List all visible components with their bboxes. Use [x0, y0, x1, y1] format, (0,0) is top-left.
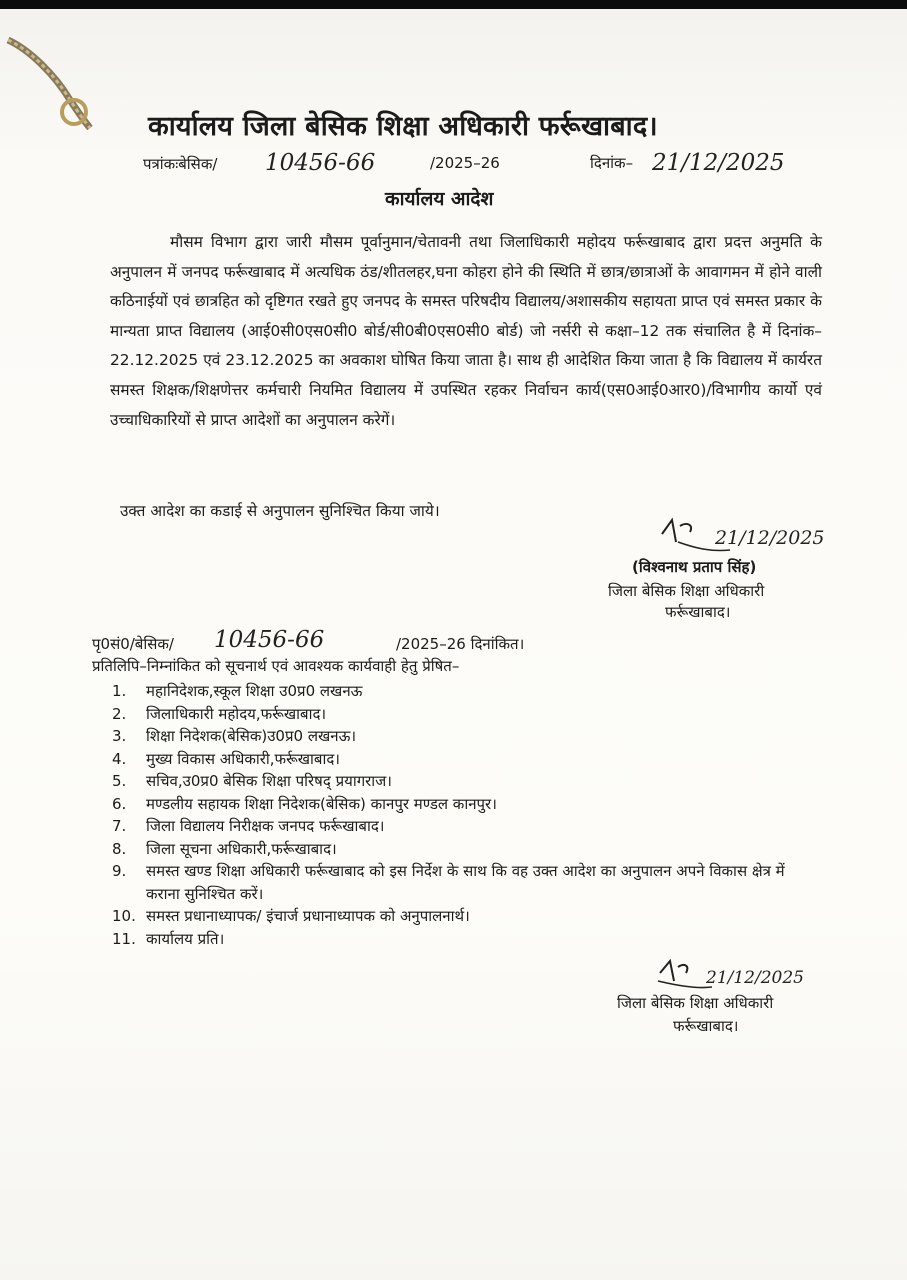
office-title: कार्यालय जिला बेसिक शिक्षा अधिकारी फर्रूखाबाद। — [148, 111, 658, 142]
list-item: 7. जिला विद्यालय निरीक्षक जनपद फर्रूखाबाद। — [112, 817, 385, 835]
signatory-place-1: फर्रूखाबाद। — [665, 603, 731, 621]
copy-year-dated: /2025–26 दिनांकित। — [396, 635, 525, 653]
list-item: 9. समस्त खण्ड शिक्षा अधिकारी फर्रूखाबाद को इस निर्देश के साथ कि वह उक्त आदेश का अनुपालन अपने विकास क्षेत्र में कराना सुनिश्चित करें। — [112, 862, 785, 903]
top-edge — [0, 0, 907, 9]
order-heading: कार्यालय आदेश — [385, 188, 494, 210]
date-handwritten: 21/12/2025 — [652, 150, 785, 176]
list-item: 4. मुख्य विकास अधिकारी,फर्रूखाबाद। — [112, 749, 340, 768]
list-item: 2. जिलाधिकारी महोदय,फर्रूखाबाद। — [112, 704, 327, 723]
list-item: 3. शिक्षा निदेशक(बेसिक)उ0प्र0 लखनऊ। — [112, 727, 357, 745]
list-item: 8. जिला सूचना अधिकारी,फर्रूखाबाद। — [112, 839, 337, 858]
signatory-designation-1: जिला बेसिक शिक्षा अधिकारी — [608, 582, 765, 600]
list-item: 10. समस्त प्रधानाध्यापक/ इंचार्ज प्रधानाध्यापक को अनुपालनार्थ। — [112, 907, 470, 925]
list-item: 6. मण्डलीय सहायक शिक्षा निदेशक(बेसिक) कानपुर मण्डल कानपुर। — [112, 794, 497, 813]
letter-no-label: पत्रांकःबेसिक/ — [143, 155, 218, 173]
signature-2-date: 21/12/2025 — [706, 968, 804, 988]
order-paragraph: मौसम विभाग द्वारा जारी मौसम पूर्वानुमान/चेतावनी तथा जिलाधिकारी महोदय फर्रूखाबाद द्वारा प्रदत्त अनुमति के अनुपालन में जनपद फर्रूखाबाद में अत्यधिक ठंड/शीतलहर,घना कोहरा होने की स्थिति में छात्र/छात्राओं के आवागमन में होने वाली कठिनाईयों एवं छात्रहित को दृष्टिगत रखते हुए जनपद के समस्त परिषदीय विद्यालय/अशासकीय सहायता प्राप्त एवं समस्त प्रकार के मान्यता प्राप्त विद्यालय (आई0सी0एस0सी0 बोर्ड/सी0बी0एस0सी0 बोर्ड) जो नर्सरी से कक्षा–12 तक संचालित है में दिनांक–22.12.2025 एवं 23.12.2025 का अवकाश घोषित किया जाता है। साथ ही आदेशित किया जाता है कि विद्यालय में कार्यरत समस्त शिक्षक/शिक्षणेत्तर कर्मचारी नियमित विद्यालय में उपस्थित रहकर निर्वाचन कार्य(एस0आई0आर0)/विभागीय कार्यो एवं उच्चाधिकारियों से प्राप्त आदेशों का अनुपालन करेगें। — [110, 233, 822, 429]
list-item: 1. महानिदेशक,स्कूल शिक्षा उ0प्र0 लखनऊ — [112, 682, 363, 700]
copy-forward-line: प्रतिलिपि–निम्नांकित को सूचनार्थ एवं आवश्यक कार्यवाही हेतु प्रेषित– — [92, 657, 460, 675]
copy-no-handwritten: 10456-66 — [214, 627, 325, 653]
binding-clip — [0, 30, 95, 130]
letter-year: /2025–26 — [430, 154, 500, 172]
list-item: 5. सचिव,उ0प्र0 बेसिक शिक्षा परिषद् प्रयागराज। — [112, 772, 392, 790]
list-item: 11. कार्यालय प्रति। — [112, 929, 225, 948]
date-label: दिनांक– — [590, 154, 634, 172]
signatory-designation-2: जिला बेसिक शिक्षा अधिकारी — [617, 994, 774, 1012]
order-compliance-line: उक्त आदेश का कडाई से अनुपालन सुनिश्चित किया जाये। — [120, 502, 440, 520]
copy-no-label: पृ0सं0/बेसिक/ — [92, 635, 174, 653]
signatory-name: (विश्वनाथ प्रताप सिंह) — [632, 558, 757, 576]
signatory-place-2: फर्रूखाबाद। — [673, 1017, 739, 1035]
copy-recipient-list — [112, 680, 792, 950]
letter-no-handwritten: 10456-66 — [265, 150, 376, 176]
signature-1-date: 21/12/2025 — [715, 527, 825, 549]
order-body — [110, 228, 822, 435]
